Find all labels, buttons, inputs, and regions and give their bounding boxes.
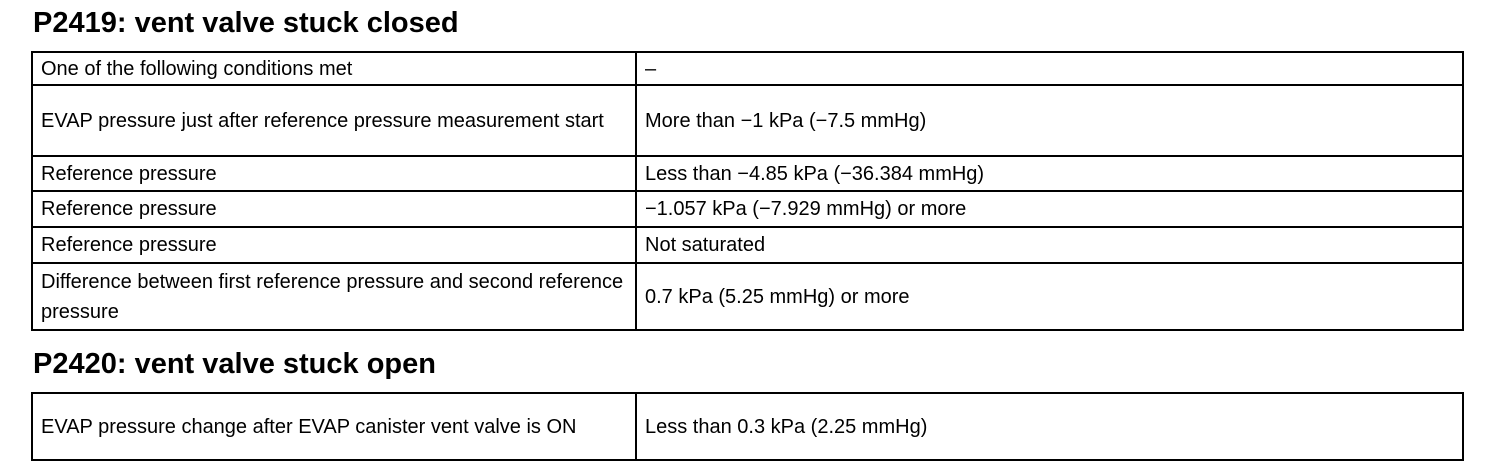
section-title-p2420: P2420: vent valve stuck open bbox=[33, 348, 436, 380]
table-row bbox=[32, 227, 1463, 263]
value-cell: – bbox=[636, 52, 1463, 85]
table-row bbox=[32, 156, 1463, 191]
value-cell: More than −1 kPa (−7.5 mmHg) bbox=[636, 85, 1463, 156]
condition-cell: Difference between first reference pressure and second reference pressure bbox=[32, 263, 636, 330]
value-cell: Less than 0.3 kPa (2.25 mmHg) bbox=[636, 393, 1463, 460]
table-row bbox=[32, 393, 1463, 460]
condition-cell: EVAP pressure change after EVAP canister vent valve is ON bbox=[32, 393, 636, 460]
condition-cell: EVAP pressure just after reference pressure measurement start bbox=[32, 85, 636, 156]
value-cell: Not saturated bbox=[636, 227, 1463, 263]
table-row bbox=[32, 263, 1463, 330]
table-row bbox=[32, 85, 1463, 156]
condition-cell: One of the following conditions met bbox=[32, 52, 636, 85]
condition-cell: Reference pressure bbox=[32, 156, 636, 191]
conditions-table-p2420 bbox=[31, 392, 1464, 461]
value-cell: Less than −4.85 kPa (−36.384 mmHg) bbox=[636, 156, 1463, 191]
table-row bbox=[32, 52, 1463, 85]
section-title-p2419: P2419: vent valve stuck closed bbox=[33, 7, 459, 39]
conditions-table-p2419 bbox=[31, 51, 1464, 331]
table-row bbox=[32, 191, 1463, 227]
value-cell: −1.057 kPa (−7.929 mmHg) or more bbox=[636, 191, 1463, 227]
value-cell: 0.7 kPa (5.25 mmHg) or more bbox=[636, 263, 1463, 330]
condition-cell: Reference pressure bbox=[32, 227, 636, 263]
condition-cell: Reference pressure bbox=[32, 191, 636, 227]
